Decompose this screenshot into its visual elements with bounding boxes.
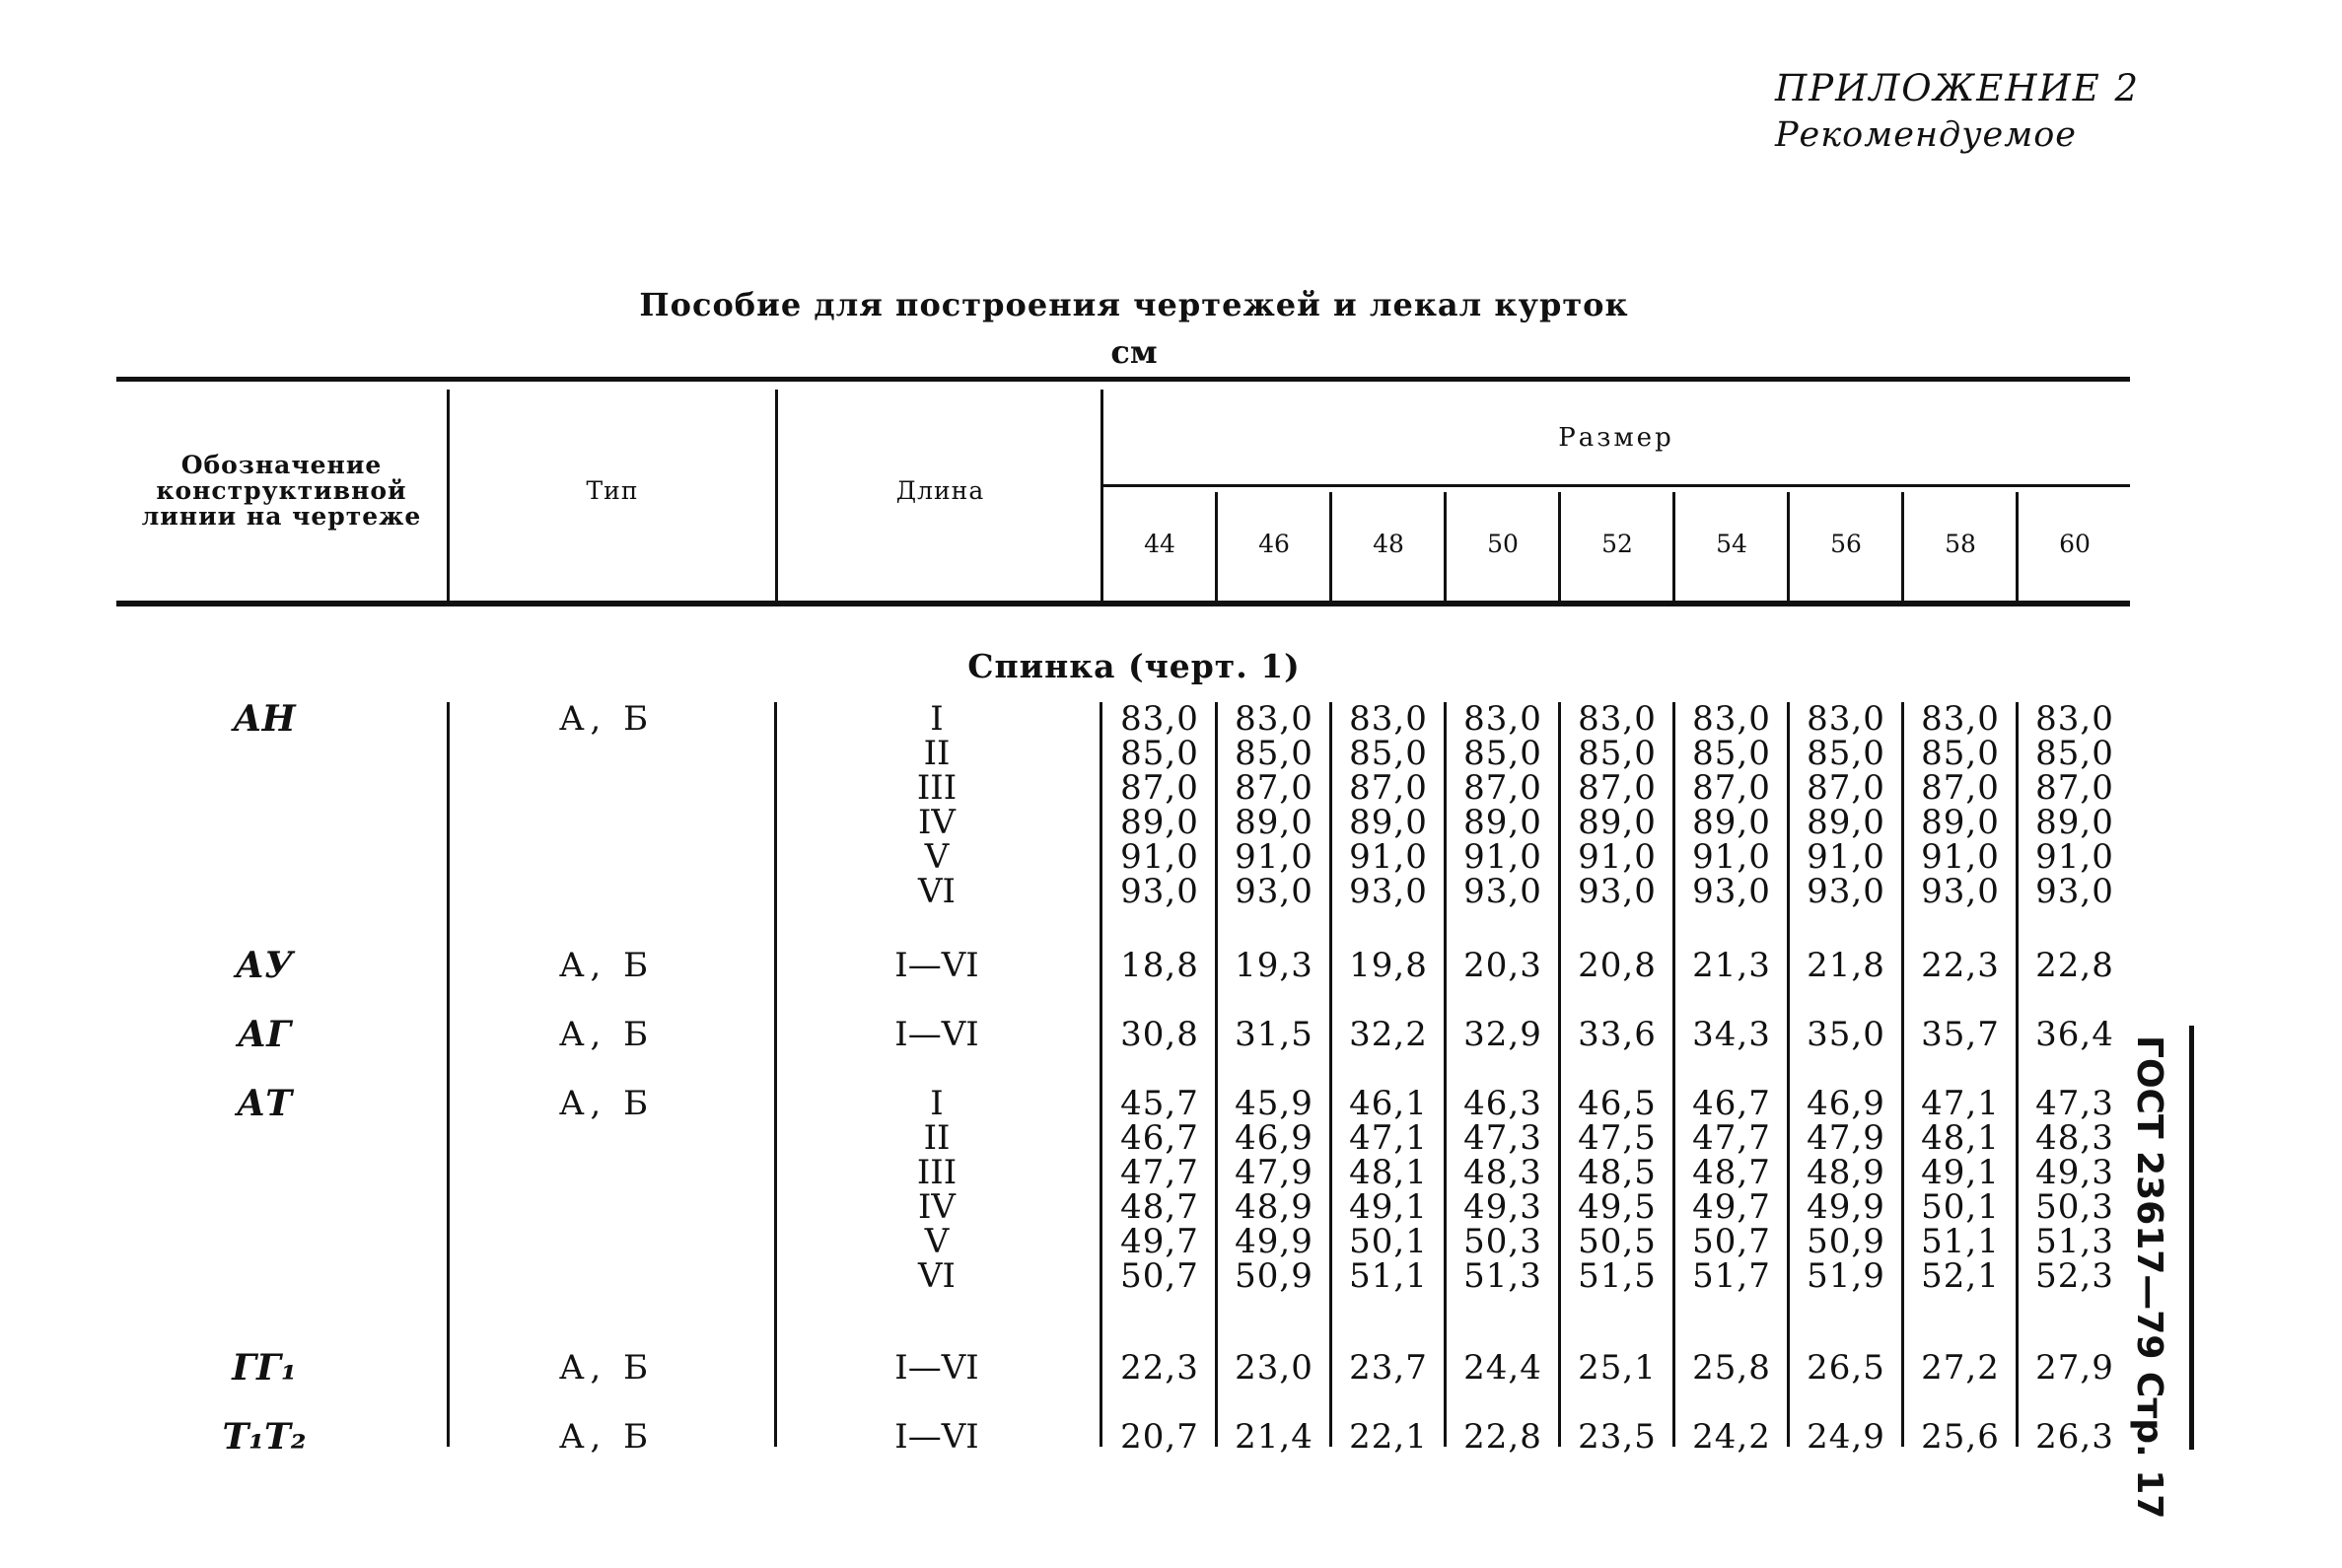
- value-cell: 85,0: [1349, 734, 1428, 773]
- line-length: [789, 1015, 1085, 1054]
- value-cell: 27,9: [2035, 1348, 2114, 1388]
- value-cell: 49,7: [1692, 1187, 1771, 1227]
- value-cell: 48,3: [2035, 1118, 2114, 1158]
- line-type: А, Б: [558, 1084, 655, 1123]
- column-divider: [774, 702, 777, 1447]
- value-cell: 50,1: [1921, 1187, 2000, 1227]
- value-column-52: [1560, 699, 1674, 911]
- value-cell: 91,0: [1463, 837, 1542, 877]
- length-label: V: [924, 837, 950, 877]
- line-code: АН: [233, 698, 296, 740]
- size-header-54: 54: [1716, 530, 1747, 558]
- value-cell: 24,2: [1692, 1417, 1771, 1457]
- value-cell: 85,0: [1235, 734, 1313, 773]
- value-cell: 21,3: [1692, 946, 1771, 985]
- value-cell: 47,7: [1692, 1118, 1771, 1158]
- value-cell: 51,1: [1921, 1222, 2000, 1261]
- length-label: IV: [918, 803, 956, 842]
- length-label: VI: [918, 1256, 956, 1296]
- value-cell: 85,0: [1463, 734, 1542, 773]
- value-cell: 46,3: [1463, 1084, 1542, 1123]
- value-cell: 18,8: [1120, 946, 1199, 985]
- length-label: IV: [918, 1187, 956, 1227]
- table-header: [116, 377, 2130, 606]
- value-cell: 47,3: [2035, 1084, 2114, 1123]
- value-cell: 89,0: [1463, 803, 1542, 842]
- value-cell: 21,8: [1807, 946, 1885, 985]
- size-header-46: 46: [1258, 530, 1290, 558]
- value-cell: 20,7: [1120, 1417, 1199, 1457]
- value-cell: 83,0: [1578, 699, 1657, 739]
- value-cell: 33,6: [1578, 1015, 1657, 1054]
- value-cell: 23,0: [1235, 1348, 1313, 1388]
- value-column-50: [1446, 1084, 1560, 1296]
- size-divider: [1787, 492, 1790, 601]
- value-cell: 83,0: [1120, 699, 1199, 739]
- value-column-50: [1446, 1417, 1560, 1457]
- value-cell: 87,0: [1692, 768, 1771, 808]
- value-column-54: [1674, 699, 1789, 911]
- side-caption: ГОСТ 23617—79 Стр. 17: [2129, 1035, 2169, 1520]
- length-label: V: [924, 1222, 950, 1261]
- value-column-44: [1102, 699, 1217, 911]
- value-cell: 51,5: [1578, 1256, 1657, 1296]
- value-cell: 87,0: [1807, 768, 1885, 808]
- value-column-56: [1789, 946, 1903, 985]
- value-cell: 49,9: [1807, 1187, 1885, 1227]
- value-cell: 85,0: [1578, 734, 1657, 773]
- value-cell: 22,1: [1349, 1417, 1428, 1457]
- value-cell: 51,7: [1692, 1256, 1771, 1296]
- value-cell: 89,0: [1235, 803, 1313, 842]
- value-column-58: [1903, 1015, 2018, 1054]
- length-label: I—VI: [894, 1348, 979, 1388]
- value-cell: 22,8: [2035, 946, 2114, 985]
- value-column-52: [1560, 1417, 1674, 1457]
- header-designation: Обозначение конструктивной линии на чертеже: [141, 450, 422, 532]
- size-header-50: 50: [1487, 530, 1519, 558]
- value-cell: 50,5: [1578, 1222, 1657, 1261]
- value-cell: 85,0: [1807, 734, 1885, 773]
- value-cell: 27,2: [1921, 1348, 2000, 1388]
- header-divider: [1100, 390, 1103, 601]
- value-column-58: [1903, 1084, 2018, 1296]
- value-cell: 52,3: [2035, 1256, 2114, 1296]
- value-cell: 89,0: [1692, 803, 1771, 842]
- size-divider: [1672, 492, 1675, 601]
- value-column-48: [1331, 1348, 1446, 1388]
- value-cell: 47,1: [1921, 1084, 2000, 1123]
- header-size-rule: [1102, 484, 2130, 487]
- value-cell: 91,0: [1120, 837, 1199, 877]
- appendix-status: Рекомендуемое: [1775, 115, 2078, 155]
- value-column-44: [1102, 1417, 1217, 1457]
- value-column-48: [1331, 946, 1446, 985]
- value-column-44: [1102, 1015, 1217, 1054]
- line-code: АУ: [235, 945, 294, 986]
- value-cell: 89,0: [1349, 803, 1428, 842]
- value-cell: 19,8: [1349, 946, 1428, 985]
- value-cell: 46,5: [1578, 1084, 1657, 1123]
- value-cell: 87,0: [1120, 768, 1199, 808]
- size-divider: [1215, 492, 1218, 601]
- length-label: I—VI: [894, 946, 979, 985]
- value-cell: 93,0: [1463, 872, 1542, 911]
- value-cell: 32,9: [1463, 1015, 1542, 1054]
- document-title: Пособие для построения чертежей и лекал курток: [639, 286, 1629, 323]
- column-divider: [447, 702, 450, 1447]
- line-code: АТ: [236, 1083, 293, 1124]
- value-cell: 51,9: [1807, 1256, 1885, 1296]
- value-cell: 30,8: [1120, 1015, 1199, 1054]
- value-cell: 93,0: [1807, 872, 1885, 911]
- value-cell: 87,0: [1463, 768, 1542, 808]
- value-column-60: [2018, 1084, 2132, 1296]
- value-column-58: [1903, 1417, 2018, 1457]
- line-type: А, Б: [558, 1015, 655, 1054]
- value-cell: 87,0: [1349, 768, 1428, 808]
- value-column-46: [1217, 1084, 1331, 1296]
- value-cell: 83,0: [1235, 699, 1313, 739]
- value-cell: 93,0: [1692, 872, 1771, 911]
- value-column-52: [1560, 946, 1674, 985]
- value-cell: 91,0: [1921, 837, 2000, 877]
- value-cell: 48,9: [1235, 1187, 1313, 1227]
- value-column-58: [1903, 699, 2018, 911]
- value-cell: 89,0: [1120, 803, 1199, 842]
- value-cell: 50,7: [1120, 1256, 1199, 1296]
- value-cell: 91,0: [1807, 837, 1885, 877]
- value-cell: 23,5: [1578, 1417, 1657, 1457]
- value-cell: 93,0: [1235, 872, 1313, 911]
- value-cell: 36,4: [2035, 1015, 2114, 1054]
- value-column-46: [1217, 1417, 1331, 1457]
- value-cell: 83,0: [1921, 699, 2000, 739]
- value-cell: 50,3: [1463, 1222, 1542, 1261]
- value-cell: 50,1: [1349, 1222, 1428, 1261]
- value-column-46: [1217, 1348, 1331, 1388]
- value-cell: 21,4: [1235, 1417, 1313, 1457]
- value-cell: 45,9: [1235, 1084, 1313, 1123]
- value-column-60: [2018, 1015, 2132, 1054]
- header-length: Длина: [895, 475, 985, 505]
- value-column-54: [1674, 946, 1789, 985]
- value-cell: 22,3: [1921, 946, 2000, 985]
- value-cell: 48,3: [1463, 1153, 1542, 1192]
- line-type: А, Б: [558, 699, 655, 739]
- value-cell: 87,0: [2035, 768, 2114, 808]
- value-column-52: [1560, 1015, 1674, 1054]
- value-cell: 83,0: [1807, 699, 1885, 739]
- value-cell: 31,5: [1235, 1015, 1313, 1054]
- size-divider: [2016, 492, 2019, 601]
- value-column-52: [1560, 1084, 1674, 1296]
- value-cell: 83,0: [1349, 699, 1428, 739]
- value-cell: 48,1: [1921, 1118, 2000, 1158]
- value-column-46: [1217, 946, 1331, 985]
- value-cell: 89,0: [1921, 803, 2000, 842]
- size-divider: [1329, 492, 1332, 601]
- value-cell: 87,0: [1921, 768, 2000, 808]
- line-length: [789, 1348, 1085, 1388]
- length-label: I: [930, 1084, 944, 1123]
- value-column-54: [1674, 1417, 1789, 1457]
- value-column-44: [1102, 1348, 1217, 1388]
- value-cell: 20,3: [1463, 946, 1542, 985]
- value-cell: 47,1: [1349, 1118, 1428, 1158]
- value-column-46: [1217, 699, 1331, 911]
- value-column-60: [2018, 699, 2132, 911]
- appendix-label: ПРИЛОЖЕНИЕ 2: [1775, 67, 2141, 109]
- line-code: Т₁Т₂: [222, 1416, 307, 1458]
- value-cell: 85,0: [2035, 734, 2114, 773]
- line-code: ГГ₁: [232, 1347, 297, 1389]
- value-column-60: [2018, 1417, 2132, 1457]
- section-title: Спинка (черт. 1): [967, 647, 1301, 685]
- value-cell: 25,1: [1578, 1348, 1657, 1388]
- value-cell: 47,3: [1463, 1118, 1542, 1158]
- value-column-58: [1903, 946, 2018, 985]
- size-header-48: 48: [1373, 530, 1404, 558]
- value-cell: 32,2: [1349, 1015, 1428, 1054]
- value-cell: 91,0: [1349, 837, 1428, 877]
- header-type: Тип: [586, 475, 639, 505]
- value-cell: 24,9: [1807, 1417, 1885, 1457]
- value-cell: 35,0: [1807, 1015, 1885, 1054]
- side-rule: [2189, 1026, 2194, 1450]
- value-cell: 46,7: [1120, 1118, 1199, 1158]
- line-length: [789, 946, 1085, 985]
- value-cell: 50,9: [1807, 1222, 1885, 1261]
- value-cell: 93,0: [1349, 872, 1428, 911]
- value-cell: 47,5: [1578, 1118, 1657, 1158]
- value-column-46: [1217, 1015, 1331, 1054]
- value-cell: 22,3: [1120, 1348, 1199, 1388]
- length-label: I—VI: [894, 1015, 979, 1054]
- value-column-52: [1560, 1348, 1674, 1388]
- value-cell: 49,1: [1349, 1187, 1428, 1227]
- header-size: Размер: [1558, 423, 1674, 453]
- line-code: АГ: [237, 1014, 292, 1055]
- value-cell: 48,7: [1692, 1153, 1771, 1192]
- value-cell: 89,0: [2035, 803, 2114, 842]
- value-cell: 22,8: [1463, 1417, 1542, 1457]
- length-label: III: [916, 1153, 958, 1192]
- value-column-50: [1446, 1348, 1560, 1388]
- value-cell: 89,0: [1807, 803, 1885, 842]
- value-cell: 25,8: [1692, 1348, 1771, 1388]
- value-cell: 24,4: [1463, 1348, 1542, 1388]
- length-label: I—VI: [894, 1417, 979, 1457]
- value-cell: 48,1: [1349, 1153, 1428, 1192]
- value-column-58: [1903, 1348, 2018, 1388]
- value-cell: 46,9: [1807, 1084, 1885, 1123]
- size-header-60: 60: [2059, 530, 2091, 558]
- length-label: VI: [918, 872, 956, 911]
- value-cell: 49,1: [1921, 1153, 2000, 1192]
- size-header-52: 52: [1601, 530, 1633, 558]
- value-cell: 50,3: [2035, 1187, 2114, 1227]
- value-cell: 26,5: [1807, 1348, 1885, 1388]
- value-column-56: [1789, 699, 1903, 911]
- value-cell: 85,0: [1120, 734, 1199, 773]
- value-column-48: [1331, 699, 1446, 911]
- value-cell: 50,7: [1692, 1222, 1771, 1261]
- value-cell: 46,1: [1349, 1084, 1428, 1123]
- value-cell: 48,5: [1578, 1153, 1657, 1192]
- value-cell: 34,3: [1692, 1015, 1771, 1054]
- length-label: I: [930, 699, 944, 739]
- size-header-44: 44: [1144, 530, 1175, 558]
- value-cell: 83,0: [1463, 699, 1542, 739]
- value-column-60: [2018, 946, 2132, 985]
- value-cell: 51,3: [1463, 1256, 1542, 1296]
- size-divider: [1901, 492, 1904, 601]
- length-label: III: [916, 768, 958, 808]
- line-type: А, Б: [558, 946, 655, 985]
- value-cell: 46,9: [1235, 1118, 1313, 1158]
- value-cell: 35,7: [1921, 1015, 2000, 1054]
- value-column-60: [2018, 1348, 2132, 1388]
- value-cell: 49,3: [1463, 1187, 1542, 1227]
- value-column-54: [1674, 1015, 1789, 1054]
- line-type: А, Б: [558, 1348, 655, 1388]
- line-length: [789, 699, 1085, 911]
- value-cell: 91,0: [1578, 837, 1657, 877]
- value-cell: 49,9: [1235, 1222, 1313, 1261]
- value-cell: 93,0: [1921, 872, 2000, 911]
- value-column-48: [1331, 1015, 1446, 1054]
- value-column-44: [1102, 946, 1217, 985]
- value-cell: 93,0: [2035, 872, 2114, 911]
- value-column-56: [1789, 1348, 1903, 1388]
- line-length: [789, 1084, 1085, 1296]
- size-divider: [1444, 492, 1447, 601]
- value-cell: 89,0: [1578, 803, 1657, 842]
- value-column-48: [1331, 1084, 1446, 1296]
- size-header-58: 58: [1945, 530, 1976, 558]
- value-cell: 93,0: [1578, 872, 1657, 911]
- value-cell: 47,7: [1120, 1153, 1199, 1192]
- appendix-block: [1775, 67, 2140, 155]
- value-cell: 20,8: [1578, 946, 1657, 985]
- value-cell: 83,0: [2035, 699, 2114, 739]
- value-cell: 85,0: [1921, 734, 2000, 773]
- length-label: II: [923, 1118, 951, 1158]
- value-cell: 49,3: [2035, 1153, 2114, 1192]
- value-column-54: [1674, 1084, 1789, 1296]
- value-cell: 93,0: [1120, 872, 1199, 911]
- value-column-50: [1446, 699, 1560, 911]
- header-bottom-rule: [116, 601, 2130, 606]
- value-column-56: [1789, 1084, 1903, 1296]
- value-cell: 91,0: [1692, 837, 1771, 877]
- value-column-48: [1331, 1417, 1446, 1457]
- value-cell: 46,7: [1692, 1084, 1771, 1123]
- value-cell: 23,7: [1349, 1348, 1428, 1388]
- value-column-56: [1789, 1417, 1903, 1457]
- length-label: II: [923, 734, 951, 773]
- value-cell: 26,3: [2035, 1417, 2114, 1457]
- value-cell: 91,0: [1235, 837, 1313, 877]
- value-cell: 47,9: [1807, 1118, 1885, 1158]
- unit-label: см: [1110, 333, 1158, 371]
- size-header-56: 56: [1830, 530, 1862, 558]
- value-cell: 87,0: [1578, 768, 1657, 808]
- value-column-50: [1446, 1015, 1560, 1054]
- value-cell: 91,0: [2035, 837, 2114, 877]
- value-cell: 49,5: [1578, 1187, 1657, 1227]
- line-type: А, Б: [558, 1417, 655, 1457]
- value-cell: 52,1: [1921, 1256, 2000, 1296]
- value-cell: 51,3: [2035, 1222, 2114, 1261]
- value-cell: 49,7: [1120, 1222, 1199, 1261]
- value-cell: 19,3: [1235, 946, 1313, 985]
- value-cell: 48,9: [1807, 1153, 1885, 1192]
- value-column-44: [1102, 1084, 1217, 1296]
- value-column-54: [1674, 1348, 1789, 1388]
- value-cell: 48,7: [1120, 1187, 1199, 1227]
- line-length: [789, 1417, 1085, 1457]
- value-cell: 85,0: [1692, 734, 1771, 773]
- value-column-56: [1789, 1015, 1903, 1054]
- value-column-50: [1446, 946, 1560, 985]
- value-cell: 50,9: [1235, 1256, 1313, 1296]
- value-cell: 47,9: [1235, 1153, 1313, 1192]
- value-cell: 83,0: [1692, 699, 1771, 739]
- value-cell: 87,0: [1235, 768, 1313, 808]
- value-cell: 51,1: [1349, 1256, 1428, 1296]
- value-cell: 25,6: [1921, 1417, 2000, 1457]
- size-divider: [1558, 492, 1561, 601]
- value-cell: 45,7: [1120, 1084, 1199, 1123]
